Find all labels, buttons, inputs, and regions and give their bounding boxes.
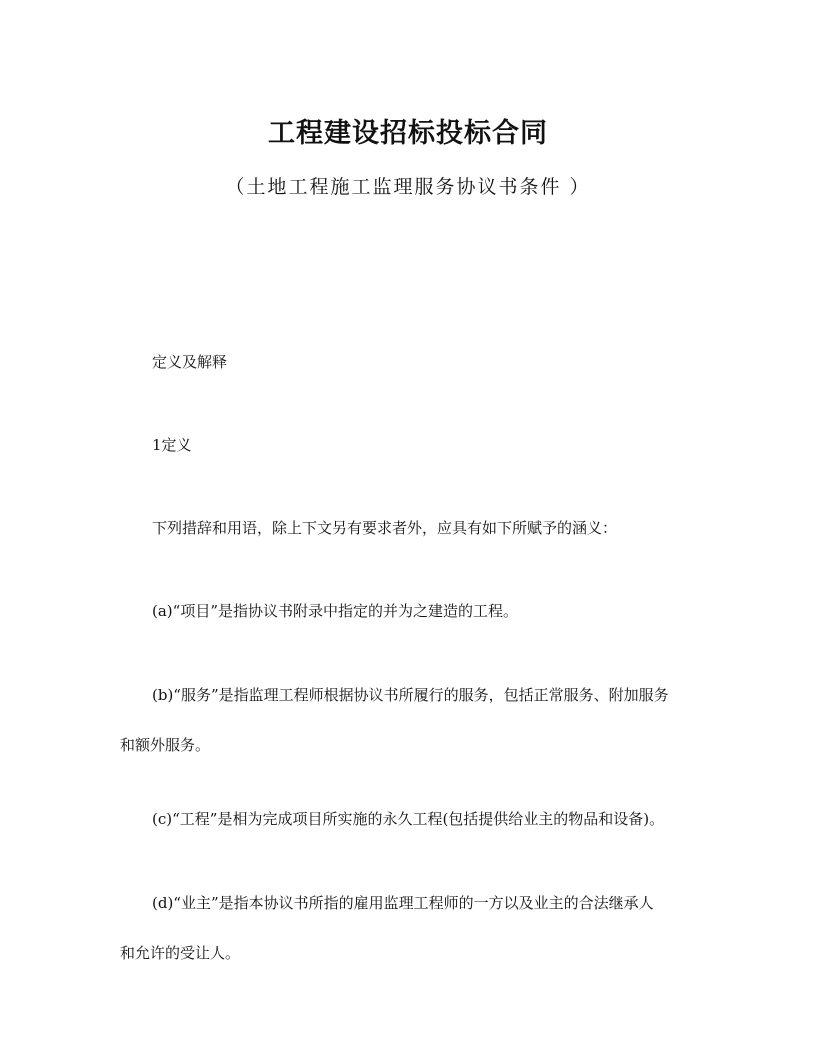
paragraph: (b)“服务”是指监理工程师根据协议书所履行的服务，包括正常服务、附加服务 和额外服务。 <box>120 686 669 754</box>
paragraph: (a)“项目”是指协议书附录中指定的并为之建造的工程。 <box>152 602 518 620</box>
paragraph: (d)“业主”是指本协议书所指的雇用监理工程师的一方以及业主的合法继承人 和允许的受让人。 <box>120 894 654 962</box>
paragraph: 下列措辞和用语，除上下文另有要求者外，应具有如下所赋予的涵义： <box>152 519 618 537</box>
paragraph: (c)“工程”是相为完成项目所实施的永久工程(包括提供给业主的物品和设备)。 <box>152 810 665 828</box>
clause-heading: 1定义 <box>152 436 192 454</box>
document-subtitle: （土地工程施工监理服务协议书条件 ） <box>225 176 591 198</box>
document-title: 工程建设招标投标合同 <box>268 118 548 150</box>
section-heading: 定义及解释 <box>152 353 228 371</box>
